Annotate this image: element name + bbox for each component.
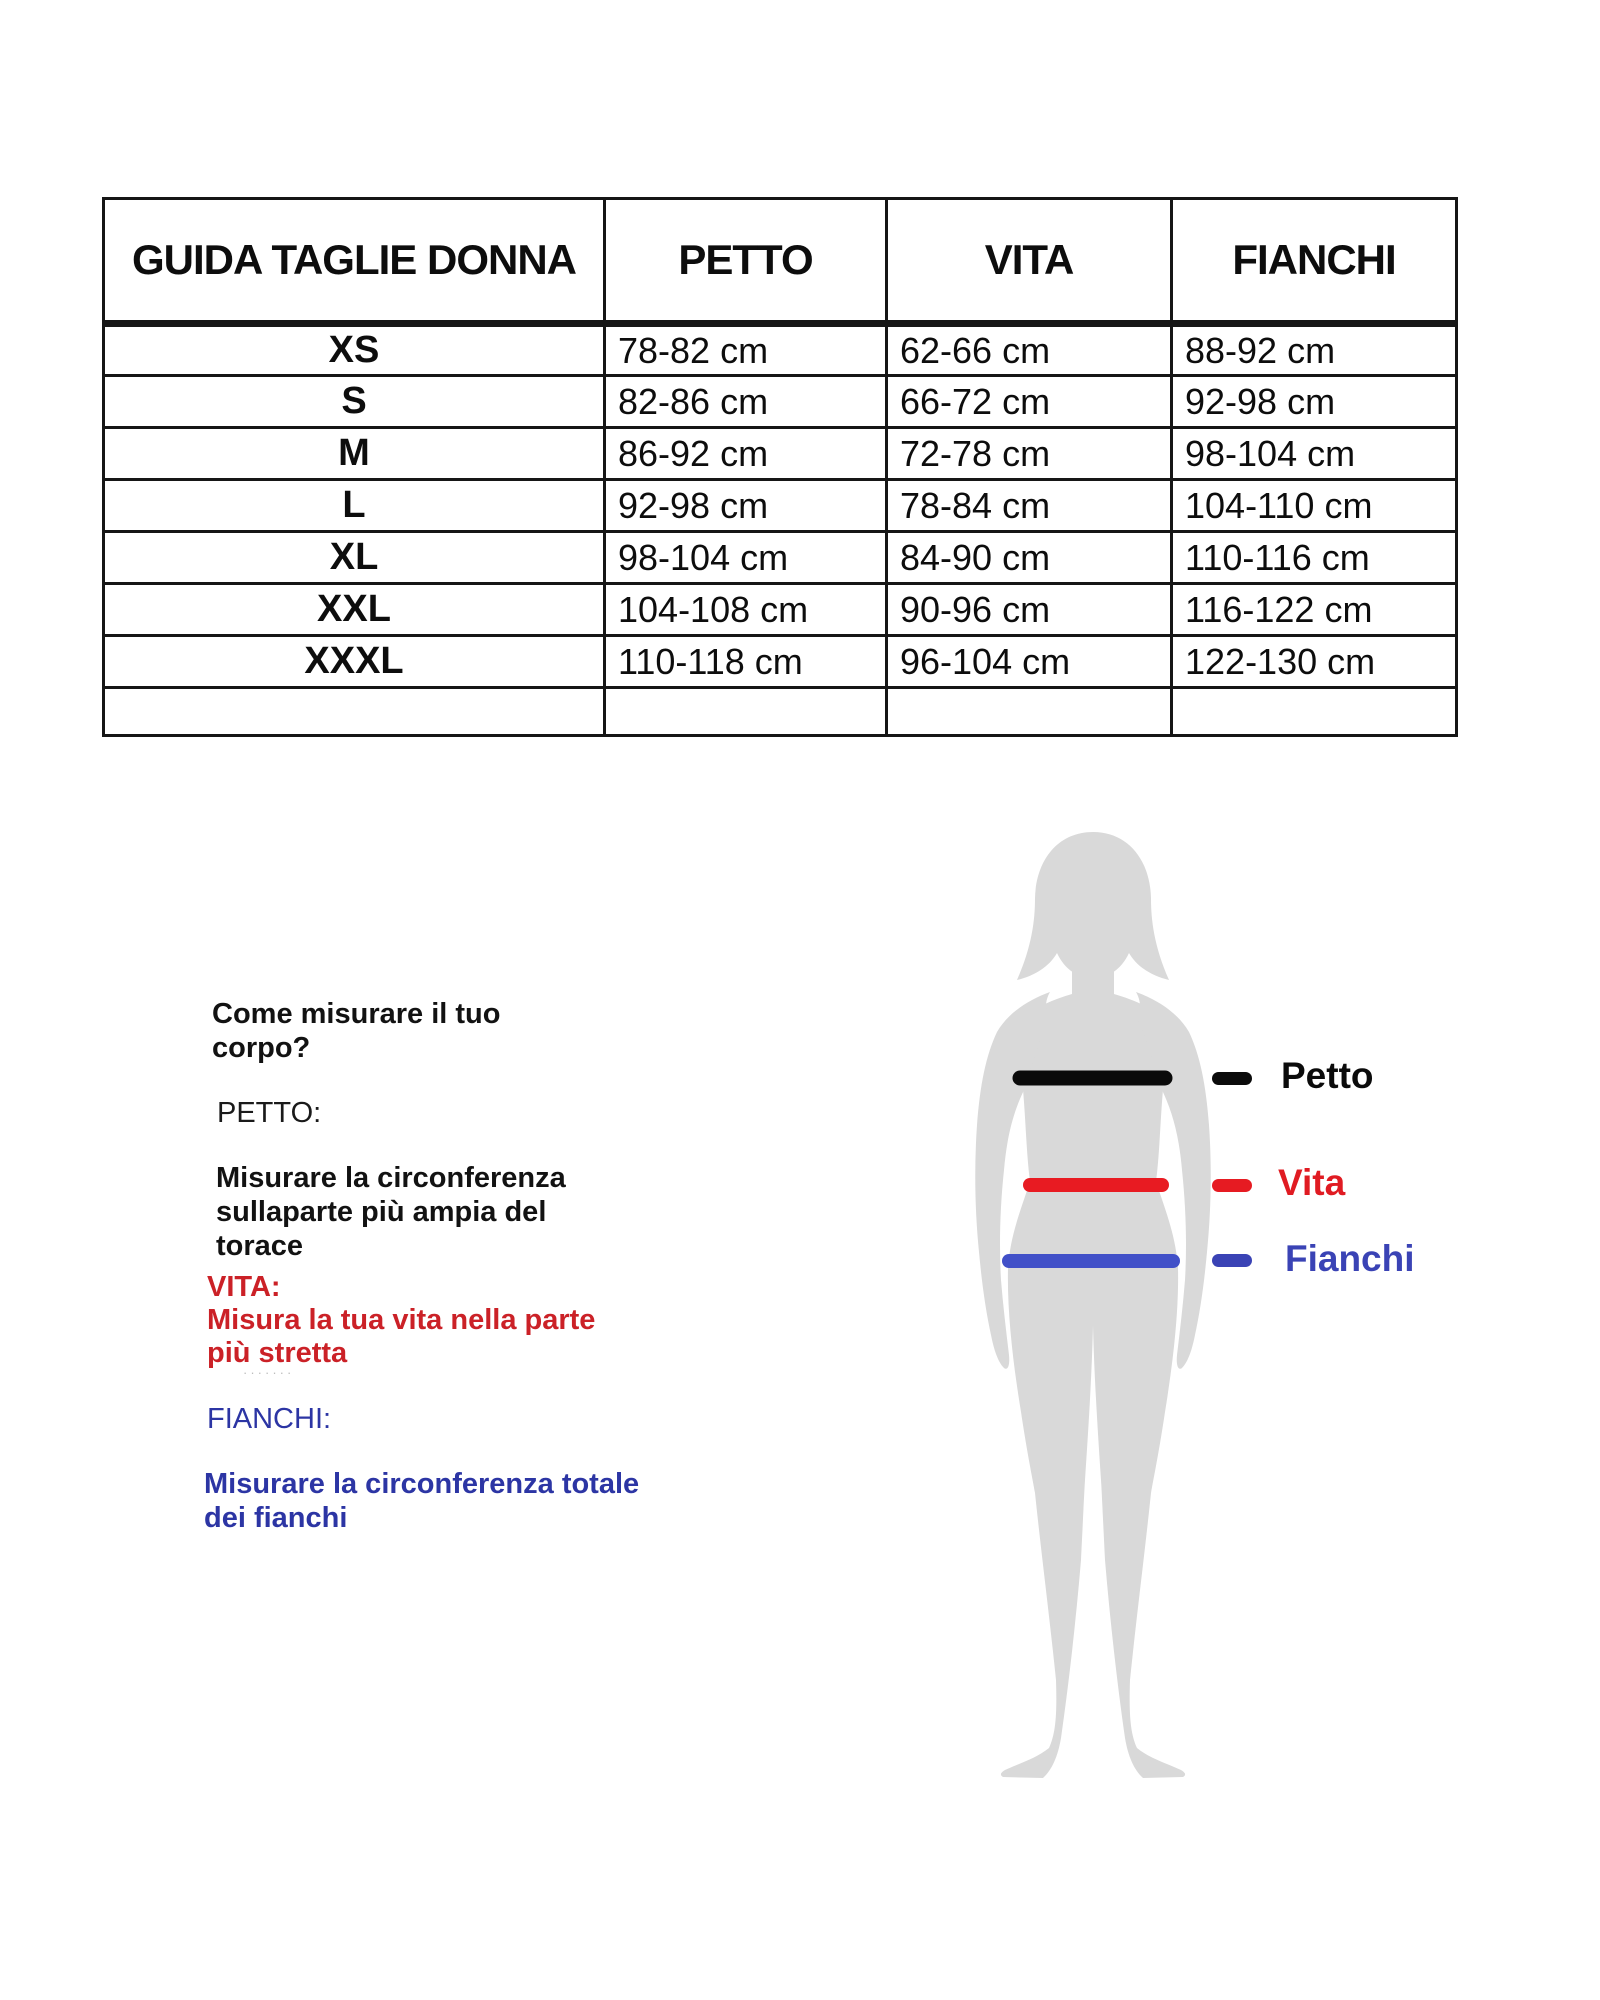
vita-legend-label: Vita (1278, 1162, 1346, 1203)
petto-cell: 110-118 cm (605, 636, 887, 688)
size-table (102, 197, 1458, 737)
vita-cell: 62-66 cm (887, 324, 1172, 376)
petto-label: PETTO: (217, 1097, 322, 1129)
petto-cell: 82-86 cm (605, 376, 887, 428)
fianchi-cell: 116-122 cm (1172, 584, 1457, 636)
empty-cell (605, 688, 887, 736)
table-row (104, 324, 1457, 376)
fianchi-legend-dash (1212, 1254, 1252, 1267)
size-cell: XS (104, 324, 605, 376)
vita-cell: 96-104 cm (887, 636, 1172, 688)
vita-legend-dash (1212, 1179, 1252, 1192)
table-row (104, 584, 1457, 636)
empty-cell (1172, 688, 1457, 736)
table-row-empty (104, 688, 1457, 736)
measure-heading: Come misurare il tuo corpo? (212, 998, 501, 1064)
fianchi-instructions: Misurare la circonferenza totale dei fianchi (204, 1468, 640, 1534)
fianchi-cell: 92-98 cm (1172, 376, 1457, 428)
petto-cell: 86-92 cm (605, 428, 887, 480)
vita-cell: 90-96 cm (887, 584, 1172, 636)
petto-instructions: Misurare la circonferenza sullaparte più ampia del torace (216, 1162, 566, 1262)
fianchi-cell: 88-92 cm (1172, 324, 1457, 376)
table-row (104, 376, 1457, 428)
size-cell: L (104, 480, 605, 532)
fianchi-cell: 110-116 cm (1172, 532, 1457, 584)
vita-instructions: Misura la tua vita nella parte più stretta (207, 1304, 596, 1369)
table-row (104, 532, 1457, 584)
table-row (104, 428, 1457, 480)
table-row (104, 480, 1457, 532)
petto-legend-dash (1212, 1072, 1252, 1085)
size-cell: M (104, 428, 605, 480)
vita-label: VITA: (207, 1271, 281, 1303)
size-cell: S (104, 376, 605, 428)
column-header-vita: VITA (887, 199, 1172, 324)
petto-cell: 78-82 cm (605, 324, 887, 376)
fianchi-cell: 98-104 cm (1172, 428, 1457, 480)
female-silhouette (930, 820, 1270, 1800)
vita-cell: 84-90 cm (887, 532, 1172, 584)
size-cell: XL (104, 532, 605, 584)
vita-cell: 72-78 cm (887, 428, 1172, 480)
size-table-header-row (104, 199, 1457, 324)
fianchi-label: FIANCHI: (207, 1403, 332, 1435)
size-cell: XXL (104, 584, 605, 636)
table-row (104, 636, 1457, 688)
silhouette-body (1001, 970, 1185, 1778)
petto-legend-label: Petto (1281, 1055, 1374, 1096)
silhouette-head (1017, 832, 1169, 980)
column-header-fianchi: FIANCHI (1172, 199, 1457, 324)
petto-cell: 98-104 cm (605, 532, 887, 584)
vita-cell: 66-72 cm (887, 376, 1172, 428)
empty-cell (887, 688, 1172, 736)
table-title: GUIDA TAGLIE DONNA (104, 199, 605, 324)
fianchi-legend-label: Fianchi (1285, 1238, 1415, 1279)
petto-cell: 92-98 cm (605, 480, 887, 532)
column-header-petto: PETTO (605, 199, 887, 324)
vita-cell: 78-84 cm (887, 480, 1172, 532)
fianchi-cell: 104-110 cm (1172, 480, 1457, 532)
size-cell: XXXL (104, 636, 605, 688)
empty-cell (104, 688, 605, 736)
fianchi-cell: 122-130 cm (1172, 636, 1457, 688)
petto-cell: 104-108 cm (605, 584, 887, 636)
faint-dots: ······· (243, 1365, 295, 1380)
